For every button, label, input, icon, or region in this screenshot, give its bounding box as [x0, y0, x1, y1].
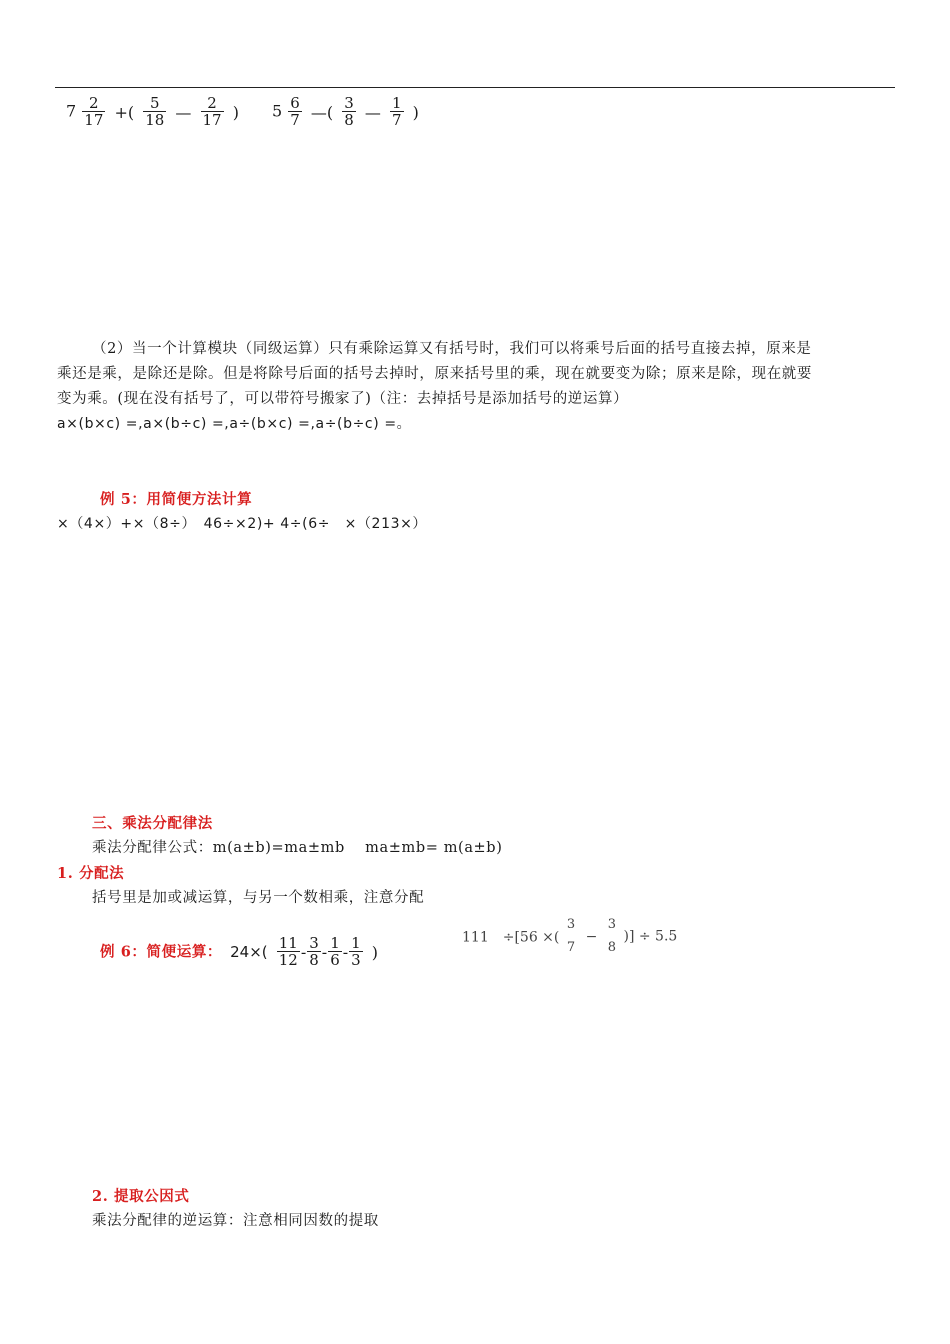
fraction: $\frac{6}{7}$: [290, 94, 300, 129]
operator: -: [342, 942, 349, 962]
fraction: $\frac{1}{3}$: [351, 934, 361, 969]
operator: +(: [114, 102, 135, 122]
section2-line2: 乘还是乘，是除还是除。但是将除号后面的括号去掉时，原来括号里的乘，现在就要变为除；原来是除，现在就要: [57, 366, 812, 382]
operator: -: [300, 942, 307, 962]
example5-title: 例 5：用简便方法计算: [100, 491, 253, 508]
example6-prefix: 24×(: [230, 943, 268, 961]
fraction: 3 7: [566, 917, 576, 955]
exercise-2: [272, 95, 422, 129]
example6b: [462, 918, 677, 955]
example6b-tail: )] ÷ 5.5: [623, 928, 678, 945]
operator: −: [585, 928, 598, 945]
fraction: $\frac{2}{17}$: [84, 94, 104, 129]
example6: [100, 935, 381, 969]
exercise-1: [66, 95, 242, 129]
whole-number: 7: [66, 101, 77, 121]
operator: ): [371, 942, 379, 962]
fraction: $\frac{3}{8}$: [309, 934, 319, 969]
sub1-heading: 1. 分配法: [57, 865, 125, 882]
fraction: $\frac{1}{6}$: [330, 934, 340, 969]
operator: -: [321, 942, 328, 962]
whole-number: 5: [272, 101, 283, 121]
section3-formula: 乘法分配律公式：m(a±b)=ma±mb ma±mb= m(a±b): [92, 840, 503, 856]
fraction: $\frac{5}{18}$: [145, 94, 165, 129]
example5-problems: ×（4×）+×（8÷） 46÷×2)+ 4÷(6÷ ×（213×）: [57, 516, 428, 532]
fraction: $\frac{2}{17}$: [202, 94, 222, 129]
example6b-lead: 111 ÷[56 ×(: [462, 929, 560, 946]
section3-heading: 三、乘法分配律法: [92, 815, 213, 832]
sub1-text: 括号里是加或减运算，与另一个数相乘，注意分配: [92, 890, 425, 906]
operator: ): [412, 102, 419, 122]
fraction: $\frac{3}{8}$: [344, 94, 354, 129]
header-rule: [55, 87, 895, 88]
operator: ): [232, 102, 239, 122]
section2-formula: a×(b×c) =,a×(b÷c) =,a÷(b×c) =,a÷(b÷c) =。: [57, 416, 412, 432]
fraction: $\frac{11}{12}$: [278, 934, 298, 969]
section2-line1: （2）当一个计算模块（同级运算）只有乘除运算又有括号时，我们可以将乘号后面的括号直接去掉，原来是: [92, 341, 812, 357]
operator: —: [175, 102, 192, 122]
fraction: 3 8: [607, 917, 617, 955]
operator: —(: [310, 102, 334, 122]
sub2-heading: 2. 提取公因式: [92, 1188, 190, 1205]
section2-line3: 变为乘。(现在没有括号了，可以带符号搬家了)（注：去掉括号是添加括号的逆运算）: [57, 391, 629, 407]
example6-label: 例 6：简便运算：: [100, 943, 223, 961]
operator: —: [364, 102, 381, 122]
fraction: $\frac{1}{7}$: [392, 94, 402, 129]
sub2-text: 乘法分配律的逆运算：注意相同因数的提取: [92, 1213, 379, 1229]
